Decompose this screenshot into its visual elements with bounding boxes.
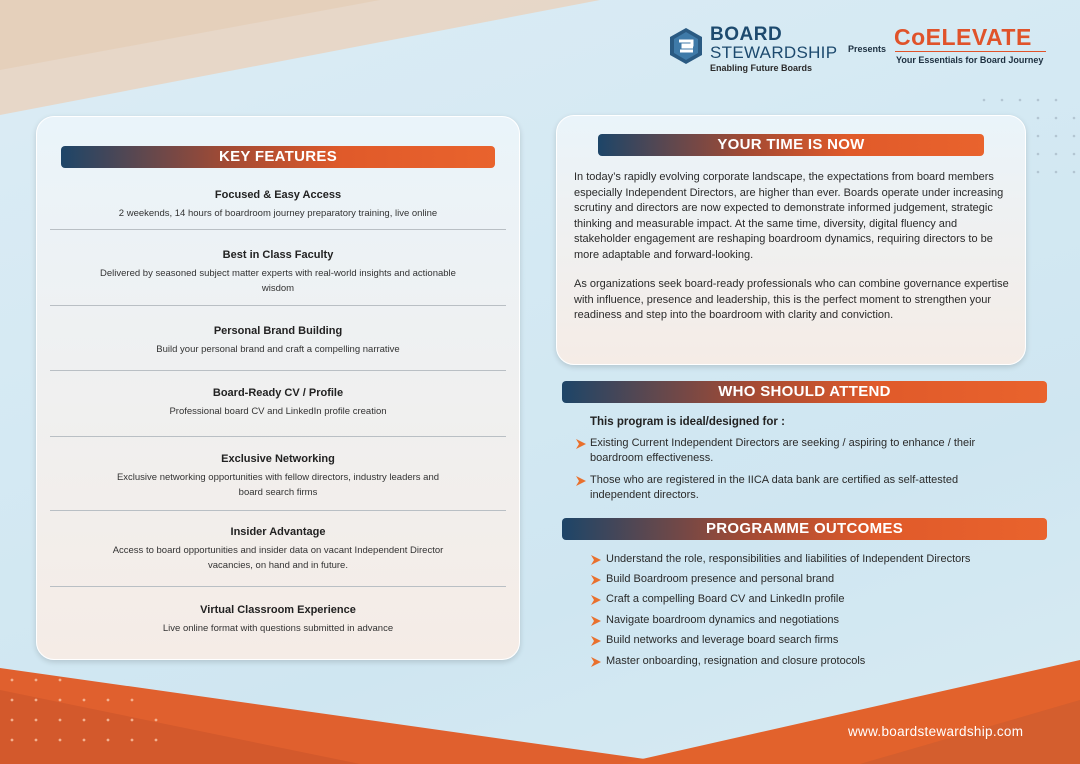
feature-item — [50, 604, 506, 636]
feature-title: Best in Class Faculty — [222, 249, 334, 261]
brand-tagline: Enabling Future Boards — [710, 63, 813, 73]
feature-divider — [50, 229, 506, 230]
feature-item — [50, 325, 506, 357]
feature-title: Board-Ready CV / Profile — [212, 387, 344, 399]
arrow-bullet-icon — [590, 656, 602, 668]
feature-divider — [50, 436, 506, 437]
brand-name-line2: STEWARDSHIP — [710, 43, 838, 62]
outcome-item-text: Craft a compelling Board CV and LinkedIn profile — [606, 593, 845, 605]
feature-title: Focused & Easy Access — [214, 189, 342, 201]
outcome-list-item — [590, 634, 1030, 646]
arrow-bullet-icon — [590, 594, 602, 606]
program-name: CoELEVATE — [894, 24, 1032, 50]
time-is-now-heading: YOUR TIME IS NOW — [598, 134, 984, 156]
key-features-heading: KEY FEATURES — [61, 146, 495, 168]
feature-item — [50, 387, 506, 419]
presents-label: Presents — [848, 44, 887, 54]
outcome-item-text: Build Boardroom presence and personal brand — [606, 573, 835, 585]
arrow-bullet-icon — [590, 635, 602, 647]
outcome-list-item — [590, 593, 1030, 605]
time-is-now-paragraph-2: As organizations seek board-ready professionals who can combine governance expertise with influence, presence and leadership, this is the perfect moment to strengthen your readiness and step into the boardroom with clarity and conviction. — [574, 278, 1009, 321]
website-link[interactable]: www.boardstewardship.com — [848, 724, 1024, 739]
outcome-item-text: Master onboarding, resignation and closure protocols — [606, 655, 866, 667]
feature-desc: 2 weekends, 14 hours of boardroom journey preparatory training, live online — [118, 208, 438, 219]
feature-item — [50, 526, 506, 573]
program-underline — [895, 51, 1046, 52]
header-branding — [666, 24, 1056, 74]
attend-lead-text: This program is ideal/designed for : — [590, 416, 785, 428]
feature-title: Personal Brand Building — [213, 325, 343, 337]
board-stewardship-logo-icon — [666, 26, 706, 66]
programme-outcomes-heading: PROGRAMME OUTCOMES — [562, 518, 1047, 540]
feature-desc: Live online format with questions submitted in advance — [162, 623, 394, 634]
attend-list-item — [575, 473, 1015, 503]
feature-desc: Professional board CV and LinkedIn profile creation — [169, 406, 387, 417]
attend-list-item — [575, 436, 1015, 466]
attend-item-text: Those who are registered in the IICA data bank are certified as self-attested independent directors. — [590, 474, 959, 501]
brand-name-line1: BOARD — [710, 24, 783, 45]
attend-item-text: Existing Current Independent Directors are seeking / aspiring to enhance / their boardroom effectiveness. — [590, 437, 976, 464]
feature-title: Exclusive Networking — [221, 453, 335, 465]
feature-desc: Access to board opportunities and insider data on vacant Independent Director vacancies, on hand and in future. — [112, 545, 444, 571]
feature-divider — [50, 510, 506, 511]
feature-desc: Exclusive networking opportunities with fellow directors, industry leaders and board search firms — [116, 472, 440, 498]
arrow-bullet-icon — [575, 438, 587, 450]
feature-divider — [50, 370, 506, 371]
program-tagline: Your Essentials for Board Journey — [896, 55, 1044, 65]
outcome-list-item — [590, 553, 1030, 565]
outcome-item-text: Understand the role, responsibilities and liabilities of Independent Directors — [606, 553, 971, 565]
time-is-now-paragraph-1: In today’s rapidly evolving corporate landscape, the expectations from board members especially Independent Directors, are higher than ever. Boards operate under increasing scrutiny and directors are now expected to demonstrate informed judgement, strategic thinking and measurable impact. At the same time, diversity, digital fluency and stakeholder engagement are reshaping boardroom dynamics, requiring directors to be more adaptable and forward-looking. — [574, 171, 1004, 261]
feature-desc: Build your personal brand and craft a compelling narrative — [156, 344, 400, 355]
outcome-list-item — [590, 614, 1030, 626]
arrow-bullet-icon — [590, 615, 602, 627]
who-should-attend-heading: WHO SHOULD ATTEND — [562, 381, 1047, 403]
feature-desc: Delivered by seasoned subject matter experts with real-world insights and actionable wisdom — [100, 268, 456, 294]
arrow-bullet-icon — [575, 475, 587, 487]
arrow-bullet-icon — [590, 554, 602, 566]
feature-divider — [50, 305, 506, 306]
outcome-item-text: Navigate boardroom dynamics and negotiations — [606, 614, 839, 626]
feature-item — [50, 189, 506, 221]
feature-title: Insider Advantage — [230, 526, 326, 538]
feature-item — [50, 249, 506, 296]
feature-title: Virtual Classroom Experience — [200, 604, 356, 616]
feature-item — [50, 453, 506, 500]
arrow-bullet-icon — [590, 574, 602, 586]
feature-divider — [50, 586, 506, 587]
outcome-item-text: Build networks and leverage board search firms — [606, 634, 839, 646]
outcome-list-item — [590, 655, 1030, 667]
outcome-list-item — [590, 573, 1030, 585]
